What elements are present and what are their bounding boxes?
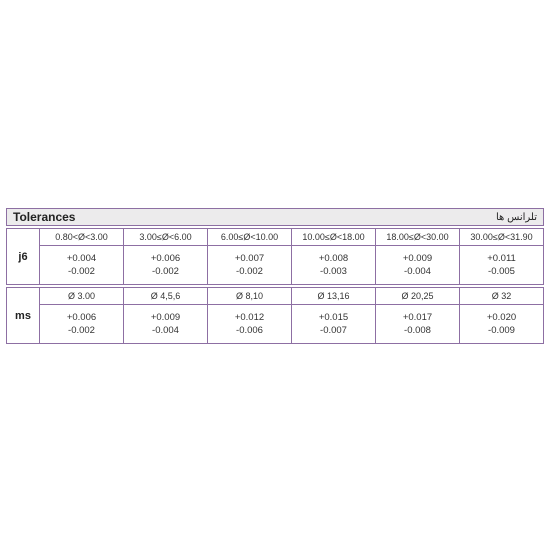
value-cell [124, 246, 208, 285]
values-row [7, 305, 544, 344]
range-cell: Ø 32 [460, 288, 544, 305]
range-cell: Ø 4,5,6 [124, 288, 208, 305]
range-cell: Ø 3.00 [40, 288, 124, 305]
range-cell: 0.80<Ø<3.00 [40, 229, 124, 246]
lower-value: -0.003 [320, 266, 347, 277]
value-cell [124, 305, 208, 344]
lower-value: -0.008 [404, 325, 431, 336]
upper-value: +0.017 [402, 312, 433, 323]
value-cell [460, 305, 544, 344]
range-cell: 6.00≤Ø<10.00 [208, 229, 292, 246]
lower-value: -0.004 [404, 266, 431, 277]
upper-value: +0.006 [66, 312, 97, 323]
lower-value: -0.002 [68, 266, 95, 277]
tolerances-header [6, 208, 544, 226]
value-cell [40, 246, 124, 285]
value-cell [208, 305, 292, 344]
upper-value: +0.006 [150, 253, 181, 264]
range-cell: 30.00≤Ø<31.90 [460, 229, 544, 246]
upper-value: +0.012 [234, 312, 265, 323]
value-cell [292, 246, 376, 285]
upper-value: +0.020 [486, 312, 517, 323]
upper-value: +0.009 [150, 312, 181, 323]
value-cell [376, 246, 460, 285]
range-row [7, 288, 544, 305]
header-title-fa: تلرانس ها [495, 211, 537, 223]
value-cell [40, 305, 124, 344]
upper-value: +0.007 [234, 253, 265, 264]
upper-value: +0.015 [318, 312, 349, 323]
lower-value: -0.002 [236, 266, 263, 277]
range-cell: Ø 13,16 [292, 288, 376, 305]
lower-value: -0.004 [152, 325, 179, 336]
value-cell [292, 305, 376, 344]
header-title: Tolerances [13, 210, 76, 224]
range-cell: 18.00≤Ø<30.00 [376, 229, 460, 246]
lower-value: -0.007 [320, 325, 347, 336]
lower-value: -0.002 [68, 325, 95, 336]
lower-value: -0.002 [152, 266, 179, 277]
upper-value: +0.009 [402, 253, 433, 264]
values-row [7, 246, 544, 285]
row-label: j6 [18, 250, 28, 263]
lower-value: -0.009 [488, 325, 515, 336]
range-cell: Ø 20,25 [376, 288, 460, 305]
value-cell [460, 246, 544, 285]
lower-value: -0.006 [236, 325, 263, 336]
upper-value: +0.008 [318, 253, 349, 264]
tolerance-table-ms [6, 287, 544, 344]
range-cell: 3.00≤Ø<6.00 [124, 229, 208, 246]
row-label: ms [15, 309, 31, 322]
range-row [7, 229, 544, 246]
range-cell: 10.00≤Ø<18.00 [292, 229, 376, 246]
upper-value: +0.011 [487, 253, 516, 264]
range-cell: Ø 8,10 [208, 288, 292, 305]
tolerance-table-j6 [6, 228, 544, 285]
value-cell [376, 305, 460, 344]
upper-value: +0.004 [66, 253, 97, 264]
lower-value: -0.005 [488, 266, 515, 277]
value-cell [208, 246, 292, 285]
